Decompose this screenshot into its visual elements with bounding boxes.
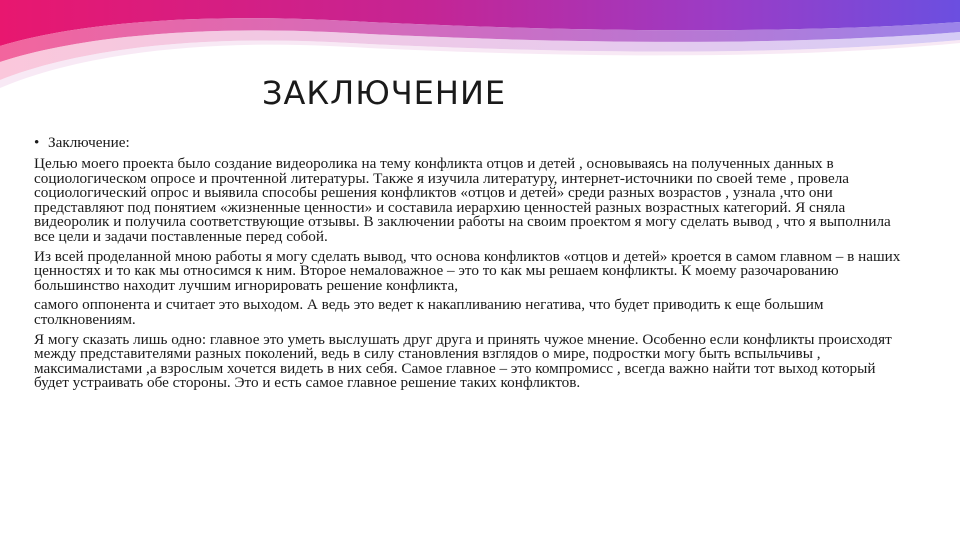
bullet-heading: • Заключение:	[34, 134, 906, 151]
paragraph-3: самого оппонента и считает это выходом. А ведь это ведет к накапливанию негатива, что будет приводить к еще большим столкновениям.	[34, 296, 824, 328]
paragraph-1: Целью моего проекта было создание видеоролика на тему конфликта отцов и детей , основываясь на полученных данных в социологическом опросе и прочтенной литературы. Также я изучила литературу, интернет-источники по своей теме , провела социологический опрос и выявила способы решения конфликтов «отцов и детей» среди разных возрастов , узнала ,что они представляют под понятием «жизненные ценности» и составила иерархию ценностей разных возрастных категорий. Я сняла видеоролик и получила соответствующие отзывы. В заключении работы на своим проектом я могу сделать вывод , что я выполнила все цели и задачи поставленные перед собой.	[34, 155, 891, 245]
paragraph-4: Я могу сказать лишь одно: главное это уметь выслушать друг друга и принять чужое мнение. Особенно если конфликты происходят между представителями разных поколений, ведь в силу становления взглядов о мире, подростки могу быть вспыльчивы , максималистами ,а взрослым хочется видеть в них себя. Самое главное – это компромисс , всегда важно найти тот выход который будет устраивать обе стороны. Это и есть самое главное решение таких конфликтов.	[34, 330, 892, 392]
slide-content	[34, 134, 906, 396]
paragraph-2: Из всей проделанной мною работы я могу сделать вывод, что основа конфликтов «отцов и детей» кроется в самом главном – в наших ценностях и то как мы относимся к ним. Второе немаловажное – это то как мы решаем конфликты. К моему разочарованию большинство находит лучшим игнорировать решение конфликта,	[34, 247, 901, 294]
slide-title: ЗАКЛЮЧЕНИЕ	[262, 74, 507, 112]
